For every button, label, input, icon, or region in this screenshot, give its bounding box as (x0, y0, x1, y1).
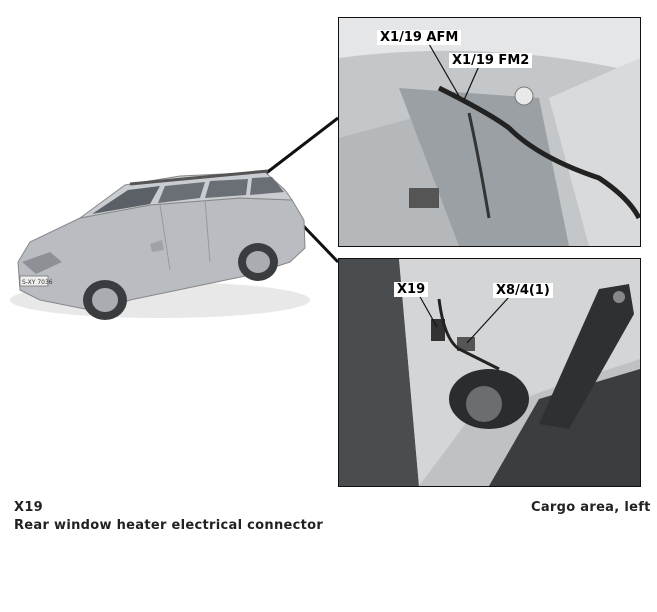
label-x19: X19 (394, 282, 428, 297)
car-icon (10, 171, 310, 320)
pointer-line-top (265, 118, 338, 174)
label-x8-4-1: X8/4(1) (493, 283, 553, 298)
label-x1-19-fm2: X1/19 FM2 (449, 53, 532, 68)
cargo-area-scene (339, 259, 640, 486)
photo-cargo-area (338, 258, 641, 487)
label-x1-19-afm: X1/19 AFM (377, 30, 461, 45)
caption-code: X19 (14, 500, 44, 515)
caption-location: Cargo area, left (531, 500, 651, 515)
svg-text:S-XY 7036: S-XY 7036 (22, 279, 53, 286)
photo-roof-connectors (338, 17, 641, 247)
caption-description: Rear window heater electrical connector (14, 518, 324, 533)
